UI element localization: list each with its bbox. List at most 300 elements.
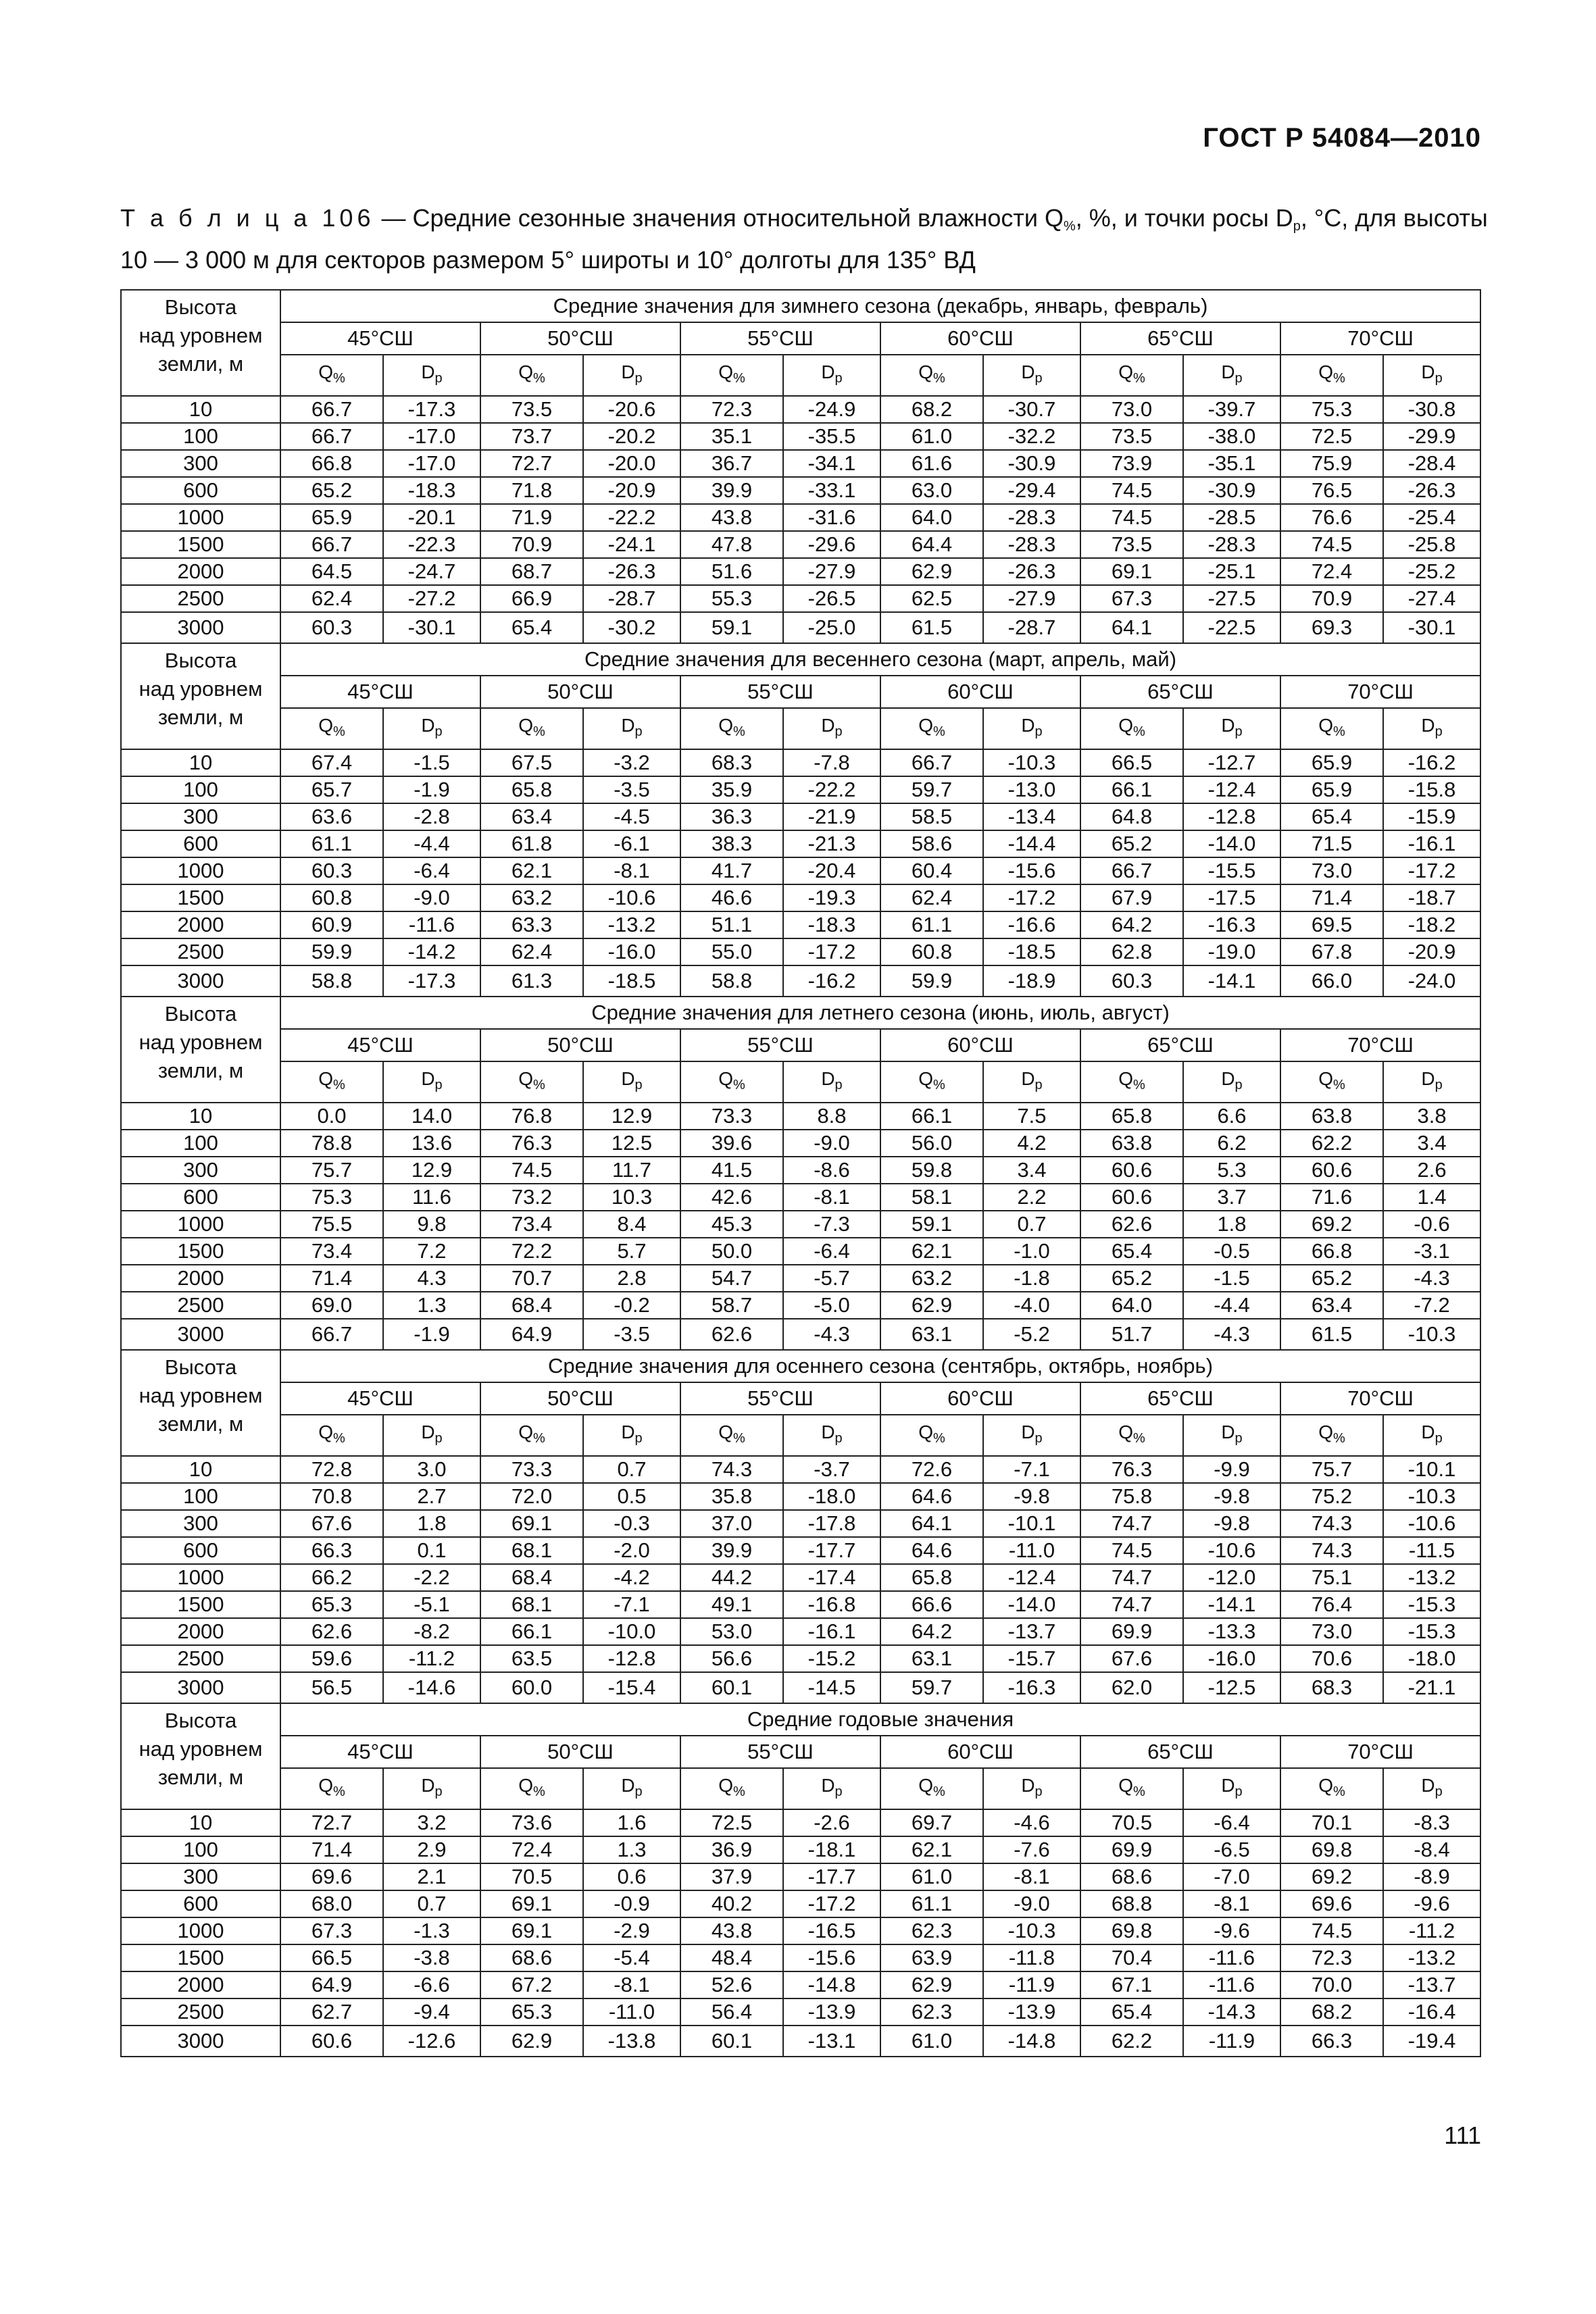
- humidity-q-header: [880, 1768, 983, 1809]
- dewpoint-d-header: [783, 1768, 880, 1809]
- humidity-cell: 52.6: [680, 1971, 783, 1998]
- dewpoint-cell: -15.3: [1383, 1591, 1480, 1618]
- param-symbol: D: [621, 715, 635, 736]
- dewpoint-cell: -32.2: [983, 423, 1080, 450]
- dewpoint-cell: -27.9: [983, 585, 1080, 612]
- dewpoint-d-header: [983, 1061, 1080, 1103]
- param-subscript: p: [434, 1431, 443, 1446]
- dewpoint-cell: -38.0: [1183, 423, 1280, 450]
- humidity-cell: 66.6: [880, 1591, 983, 1618]
- dewpoint-cell: -16.8: [783, 1591, 880, 1618]
- humidity-cell: 66.7: [880, 749, 983, 776]
- humidity-cell: 68.6: [1080, 1863, 1183, 1890]
- param-symbol: D: [1421, 1422, 1435, 1442]
- dewpoint-cell: -35.5: [783, 423, 880, 450]
- humidity-cell: 65.9: [280, 504, 383, 531]
- table-row: [121, 1564, 1480, 1591]
- table-caption: [120, 201, 1499, 277]
- parameter-header-row: [121, 355, 1480, 396]
- humidity-cell: 70.4: [1080, 1944, 1183, 1971]
- param-symbol: Q: [718, 1775, 733, 1796]
- param-symbol: D: [1221, 361, 1235, 382]
- dewpoint-cell: -14.3: [1183, 1998, 1280, 2026]
- dewpoint-cell: 0.7: [583, 1456, 680, 1483]
- dewpoint-cell: 6.6: [1183, 1103, 1280, 1130]
- humidity-cell: 62.7: [280, 1998, 383, 2026]
- section-header-row: [121, 290, 1480, 322]
- height-cell: 3000: [121, 965, 280, 997]
- dewpoint-cell: -16.1: [783, 1618, 880, 1645]
- param-subscript: %: [332, 1431, 345, 1446]
- humidity-q-header: [1280, 1061, 1383, 1103]
- humidity-cell: 54.7: [680, 1265, 783, 1292]
- dewpoint-cell: -25.2: [1383, 558, 1480, 585]
- height-cell: 2000: [121, 1618, 280, 1645]
- param-symbol: Q: [518, 1068, 533, 1089]
- dewpoint-cell: 4.3: [383, 1265, 480, 1292]
- height-cell: 1500: [121, 531, 280, 558]
- dewpoint-cell: -20.0: [583, 450, 680, 477]
- dewpoint-cell: -3.8: [383, 1944, 480, 1971]
- param-symbol: D: [621, 1775, 635, 1796]
- dewpoint-d-header: [583, 1415, 680, 1456]
- dewpoint-cell: -9.6: [1383, 1890, 1480, 1917]
- humidity-cell: 66.2: [280, 1564, 383, 1591]
- height-cell: 600: [121, 1184, 280, 1211]
- dewpoint-cell: 11.7: [583, 1157, 680, 1184]
- latitude-header: 50°СШ: [480, 1736, 680, 1768]
- humidity-cell: 62.4: [280, 585, 383, 612]
- humidity-cell: 71.5: [1280, 830, 1383, 857]
- dewpoint-d-header: [1383, 1768, 1480, 1809]
- height-cell: 100: [121, 423, 280, 450]
- humidity-cell: 69.1: [480, 1510, 583, 1537]
- dewpoint-cell: -7.0: [1183, 1863, 1280, 1890]
- humidity-cell: 64.9: [280, 1971, 383, 1998]
- param-symbol: D: [421, 1068, 435, 1089]
- dewpoint-cell: -0.9: [583, 1890, 680, 1917]
- dewpoint-cell: -11.9: [983, 1971, 1080, 1998]
- dewpoint-cell: -1.5: [383, 749, 480, 776]
- dewpoint-cell: -3.7: [783, 1456, 880, 1483]
- latitude-header: 45°СШ: [280, 1029, 480, 1061]
- dewpoint-cell: 2.7: [383, 1483, 480, 1510]
- param-subscript: %: [1132, 1078, 1145, 1092]
- humidity-cell: 74.3: [1280, 1510, 1383, 1537]
- dewpoint-cell: -0.2: [583, 1292, 680, 1319]
- humidity-cell: 61.5: [880, 612, 983, 643]
- parameter-header-row: [121, 708, 1480, 749]
- dewpoint-cell: -4.6: [983, 1809, 1080, 1836]
- height-header-line: земли, м: [157, 1765, 244, 1789]
- humidity-cell: 66.5: [280, 1944, 383, 1971]
- dewpoint-cell: -9.4: [383, 1998, 480, 2026]
- humidity-cell: 70.8: [280, 1483, 383, 1510]
- dewpoint-cell: -18.0: [1383, 1645, 1480, 1672]
- dewpoint-d-header: [383, 1768, 480, 1809]
- humidity-cell: 62.2: [1280, 1130, 1383, 1157]
- height-header-line: Высота: [164, 1709, 237, 1732]
- dewpoint-d-header: [383, 1061, 480, 1103]
- humidity-cell: 62.5: [880, 585, 983, 612]
- latitude-header: 70°СШ: [1280, 322, 1480, 355]
- table-row: [121, 1319, 1480, 1350]
- dewpoint-cell: -7.3: [783, 1211, 880, 1238]
- height-cell: 10: [121, 749, 280, 776]
- param-subscript: %: [532, 371, 545, 386]
- param-symbol: D: [821, 1422, 835, 1442]
- param-subscript: p: [1034, 724, 1043, 739]
- humidity-cell: 67.3: [1080, 585, 1183, 612]
- humidity-cell: 66.8: [1280, 1238, 1383, 1265]
- table-row: [121, 1645, 1480, 1672]
- humidity-cell: 74.7: [1080, 1510, 1183, 1537]
- dewpoint-cell: -11.9: [1183, 2026, 1280, 2057]
- dewpoint-cell: -15.4: [583, 1672, 680, 1703]
- humidity-cell: 58.1: [880, 1184, 983, 1211]
- humidity-cell: 62.9: [480, 2026, 583, 2057]
- dewpoint-cell: -10.3: [983, 1917, 1080, 1944]
- humidity-cell: 73.2: [480, 1184, 583, 1211]
- table-row: [121, 749, 1480, 776]
- dewpoint-cell: 12.5: [583, 1130, 680, 1157]
- dewpoint-cell: -10.0: [583, 1618, 680, 1645]
- humidity-cell: 64.6: [880, 1483, 983, 1510]
- param-subscript: p: [634, 1431, 643, 1446]
- dewpoint-cell: -13.7: [983, 1618, 1080, 1645]
- dewpoint-cell: -14.6: [383, 1672, 480, 1703]
- humidity-cell: 60.1: [680, 2026, 783, 2057]
- height-cell: 1000: [121, 857, 280, 884]
- humidity-cell: 69.6: [280, 1863, 383, 1890]
- dewpoint-d-header: [383, 355, 480, 396]
- humidity-cell: 66.1: [1080, 776, 1183, 803]
- param-subscript: %: [1332, 371, 1345, 386]
- dewpoint-cell: -19.0: [1183, 938, 1280, 965]
- humidity-cell: 74.3: [680, 1456, 783, 1483]
- dewpoint-cell: -8.2: [383, 1618, 480, 1645]
- param-subscript: %: [332, 724, 345, 739]
- dewpoint-cell: -0.3: [583, 1510, 680, 1537]
- humidity-cell: 64.1: [1080, 612, 1183, 643]
- param-subscript: p: [1034, 371, 1043, 386]
- section-header-row: [121, 1350, 1480, 1382]
- humidity-cell: 69.7: [880, 1809, 983, 1836]
- dewpoint-cell: -29.9: [1383, 423, 1480, 450]
- humidity-cell: 43.8: [680, 504, 783, 531]
- param-symbol: D: [421, 1422, 435, 1442]
- humidity-dewpoint-table: [120, 289, 1481, 2057]
- humidity-cell: 37.0: [680, 1510, 783, 1537]
- dewpoint-cell: -30.1: [1383, 612, 1480, 643]
- dewpoint-cell: 13.6: [383, 1130, 480, 1157]
- humidity-cell: 35.9: [680, 776, 783, 803]
- humidity-q-header: [280, 1061, 383, 1103]
- humidity-cell: 58.7: [680, 1292, 783, 1319]
- dewpoint-cell: -29.6: [783, 531, 880, 558]
- dewpoint-cell: -12.0: [1183, 1564, 1280, 1591]
- humidity-cell: 73.0: [1280, 857, 1383, 884]
- humidity-cell: 61.1: [880, 1890, 983, 1917]
- humidity-cell: 63.4: [480, 803, 583, 830]
- height-cell: 600: [121, 477, 280, 504]
- humidity-q-header: [280, 708, 383, 749]
- dewpoint-cell: -28.4: [1383, 450, 1480, 477]
- param-subscript: p: [1034, 1784, 1043, 1799]
- param-symbol: Q: [518, 361, 533, 382]
- table-row: [121, 857, 1480, 884]
- dewpoint-cell: -16.0: [1183, 1645, 1280, 1672]
- dewpoint-cell: -17.0: [383, 423, 480, 450]
- section-title: Средние значения для летнего сезона (июнь, июль, август): [280, 997, 1480, 1029]
- latitude-header: 50°СШ: [480, 322, 680, 355]
- latitude-header: 55°СШ: [680, 1382, 880, 1415]
- dewpoint-cell: -1.9: [383, 776, 480, 803]
- dewpoint-cell: -11.2: [1383, 1917, 1480, 1944]
- humidity-cell: 51.7: [1080, 1319, 1183, 1350]
- param-symbol: D: [821, 1775, 835, 1796]
- humidity-cell: 60.6: [1280, 1157, 1383, 1184]
- humidity-cell: 68.3: [1280, 1672, 1383, 1703]
- humidity-cell: 59.1: [880, 1211, 983, 1238]
- dewpoint-cell: -26.3: [1383, 477, 1480, 504]
- dewpoint-cell: -30.1: [383, 612, 480, 643]
- dewpoint-cell: -17.5: [1183, 884, 1280, 911]
- dewpoint-cell: -30.2: [583, 612, 680, 643]
- dewpoint-cell: -13.8: [583, 2026, 680, 2057]
- height-cell: 1500: [121, 1591, 280, 1618]
- humidity-cell: 62.4: [480, 938, 583, 965]
- humidity-q-header: [480, 708, 583, 749]
- param-symbol: D: [621, 361, 635, 382]
- humidity-cell: 61.1: [280, 830, 383, 857]
- humidity-cell: 65.8: [880, 1564, 983, 1591]
- humidity-cell: 51.1: [680, 911, 783, 938]
- dewpoint-cell: -5.4: [583, 1944, 680, 1971]
- dewpoint-cell: -12.5: [1183, 1672, 1280, 1703]
- param-symbol: D: [621, 1068, 635, 1089]
- dewpoint-cell: 0.5: [583, 1483, 680, 1510]
- table-row: [121, 612, 1480, 643]
- height-header-line: Высота: [164, 1355, 237, 1379]
- dewpoint-cell: -7.2: [1383, 1292, 1480, 1319]
- dewpoint-d-header: [983, 1768, 1080, 1809]
- param-symbol: D: [821, 361, 835, 382]
- latitude-header: 65°СШ: [1080, 1029, 1280, 1061]
- dewpoint-cell: 11.6: [383, 1184, 480, 1211]
- dewpoint-cell: 2.6: [1383, 1157, 1480, 1184]
- dewpoint-cell: -4.0: [983, 1292, 1080, 1319]
- humidity-cell: 69.0: [280, 1292, 383, 1319]
- dewpoint-cell: -22.2: [783, 776, 880, 803]
- height-cell: 2000: [121, 558, 280, 585]
- param-symbol: Q: [1118, 1422, 1133, 1442]
- dewpoint-cell: -16.2: [1383, 749, 1480, 776]
- dewpoint-d-header: [1383, 1061, 1480, 1103]
- humidity-q-header: [680, 708, 783, 749]
- height-cell: 1000: [121, 1917, 280, 1944]
- dewpoint-cell: -0.5: [1183, 1238, 1280, 1265]
- dewpoint-cell: -8.1: [983, 1863, 1080, 1890]
- dewpoint-cell: -2.0: [583, 1537, 680, 1564]
- humidity-cell: 73.0: [1080, 396, 1183, 423]
- latitude-header: 70°СШ: [1280, 676, 1480, 708]
- humidity-cell: 73.7: [480, 423, 583, 450]
- dewpoint-cell: -12.8: [583, 1645, 680, 1672]
- param-symbol: D: [421, 1775, 435, 1796]
- table-row: [121, 450, 1480, 477]
- latitude-header-row: [121, 676, 1480, 708]
- humidity-cell: 70.0: [1280, 1971, 1383, 1998]
- height-cell: 3000: [121, 2026, 280, 2057]
- humidity-cell: 72.3: [680, 396, 783, 423]
- dewpoint-d-header: [1183, 355, 1280, 396]
- humidity-cell: 62.2: [1080, 2026, 1183, 2057]
- humidity-q-header: [1280, 1768, 1383, 1809]
- height-cell: 3000: [121, 612, 280, 643]
- param-symbol: D: [1021, 1775, 1035, 1796]
- height-cell: 2500: [121, 1998, 280, 2026]
- param-symbol: Q: [1118, 1775, 1133, 1796]
- humidity-cell: 66.5: [1080, 749, 1183, 776]
- param-subscript: %: [932, 1078, 945, 1092]
- param-subscript: p: [634, 1078, 643, 1092]
- humidity-cell: 75.5: [280, 1211, 383, 1238]
- humidity-cell: 40.2: [680, 1890, 783, 1917]
- humidity-cell: 76.4: [1280, 1591, 1383, 1618]
- humidity-cell: 59.8: [880, 1157, 983, 1184]
- param-subscript: p: [634, 1784, 643, 1799]
- dewpoint-cell: -15.6: [783, 1944, 880, 1971]
- param-subscript: p: [1235, 724, 1243, 739]
- latitude-header: 55°СШ: [680, 676, 880, 708]
- humidity-cell: 70.9: [480, 531, 583, 558]
- dewpoint-cell: -28.3: [983, 531, 1080, 558]
- latitude-header: 70°СШ: [1280, 1382, 1480, 1415]
- humidity-cell: 70.1: [1280, 1809, 1383, 1836]
- humidity-cell: 69.6: [1280, 1890, 1383, 1917]
- dewpoint-cell: 2.9: [383, 1836, 480, 1863]
- param-subscript: %: [1132, 1784, 1145, 1799]
- dewpoint-cell: -39.7: [1183, 396, 1280, 423]
- height-cell: 2000: [121, 911, 280, 938]
- humidity-cell: 61.5: [1280, 1319, 1383, 1350]
- humidity-cell: 63.8: [1280, 1103, 1383, 1130]
- dewpoint-cell: -18.2: [1383, 911, 1480, 938]
- humidity-cell: 44.2: [680, 1564, 783, 1591]
- height-header-line: Высота: [164, 1002, 237, 1026]
- dewpoint-cell: -11.6: [383, 911, 480, 938]
- param-subscript: %: [1332, 1784, 1345, 1799]
- height-cell: 100: [121, 1130, 280, 1157]
- humidity-cell: 73.9: [1080, 450, 1183, 477]
- latitude-header: 65°СШ: [1080, 1382, 1280, 1415]
- humidity-cell: 36.7: [680, 450, 783, 477]
- dewpoint-cell: -1.9: [383, 1319, 480, 1350]
- param-symbol: Q: [918, 1068, 933, 1089]
- latitude-header: 45°СШ: [280, 676, 480, 708]
- latitude-header: 65°СШ: [1080, 322, 1280, 355]
- dewpoint-cell: 14.0: [383, 1103, 480, 1130]
- param-subscript: p: [1235, 1078, 1243, 1092]
- table-row: [121, 1537, 1480, 1564]
- height-header-line: над уровнем: [139, 1384, 263, 1407]
- dewpoint-cell: -13.7: [1383, 1971, 1480, 1998]
- humidity-cell: 42.6: [680, 1184, 783, 1211]
- humidity-cell: 68.8: [1080, 1890, 1183, 1917]
- dewpoint-cell: -24.0: [1383, 965, 1480, 997]
- height-cell: 1500: [121, 884, 280, 911]
- dewpoint-cell: -15.6: [983, 857, 1080, 884]
- humidity-cell: 67.6: [1080, 1645, 1183, 1672]
- dewpoint-cell: -13.9: [783, 1998, 880, 2026]
- humidity-cell: 74.5: [1080, 504, 1183, 531]
- dewpoint-cell: -17.3: [383, 965, 480, 997]
- dewpoint-cell: 12.9: [583, 1103, 680, 1130]
- param-symbol: Q: [1318, 361, 1333, 382]
- humidity-cell: 74.7: [1080, 1564, 1183, 1591]
- dewpoint-cell: -0.6: [1383, 1211, 1480, 1238]
- humidity-cell: 39.9: [680, 477, 783, 504]
- height-cell: 2500: [121, 585, 280, 612]
- table-row: [121, 1456, 1480, 1483]
- table-row: [121, 1917, 1480, 1944]
- dewpoint-cell: -11.0: [583, 1998, 680, 2026]
- height-cell: 600: [121, 1890, 280, 1917]
- humidity-cell: 65.9: [1280, 749, 1383, 776]
- parameter-header-row: [121, 1061, 1480, 1103]
- dewpoint-d-header: [1383, 355, 1480, 396]
- humidity-cell: 60.6: [1080, 1157, 1183, 1184]
- dewpoint-cell: -14.1: [1183, 1591, 1280, 1618]
- table-row: [121, 477, 1480, 504]
- humidity-cell: 67.1: [1080, 1971, 1183, 1998]
- dewpoint-cell: -15.2: [783, 1645, 880, 1672]
- dewpoint-cell: -12.6: [383, 2026, 480, 2057]
- latitude-header: 60°СШ: [880, 676, 1080, 708]
- humidity-cell: 73.3: [680, 1103, 783, 1130]
- dewpoint-cell: -14.8: [983, 2026, 1080, 2057]
- humidity-cell: 63.1: [880, 1645, 983, 1672]
- dewpoint-cell: -14.0: [1183, 830, 1280, 857]
- dewpoint-cell: -18.1: [783, 1836, 880, 1863]
- dewpoint-d-header: [783, 1061, 880, 1103]
- humidity-cell: 72.6: [880, 1456, 983, 1483]
- dewpoint-cell: -12.7: [1183, 749, 1280, 776]
- humidity-cell: 68.3: [680, 749, 783, 776]
- humidity-cell: 56.6: [680, 1645, 783, 1672]
- table-caption-label: Т а б л и ц а 106: [120, 204, 375, 232]
- humidity-cell: 76.5: [1280, 477, 1383, 504]
- humidity-cell: 69.1: [480, 1917, 583, 1944]
- dewpoint-cell: -15.5: [1183, 857, 1280, 884]
- dewpoint-d-header: [383, 1415, 480, 1456]
- dewpoint-cell: -18.7: [1383, 884, 1480, 911]
- humidity-cell: 62.9: [880, 558, 983, 585]
- table-row: [121, 1836, 1480, 1863]
- height-header-line: земли, м: [157, 705, 244, 729]
- param-symbol: Q: [1318, 1775, 1333, 1796]
- humidity-cell: 71.4: [280, 1836, 383, 1863]
- dewpoint-cell: -16.2: [783, 965, 880, 997]
- dewpoint-cell: -18.3: [383, 477, 480, 504]
- dewpoint-cell: -9.8: [983, 1483, 1080, 1510]
- humidity-cell: 35.8: [680, 1483, 783, 1510]
- humidity-q-header: [880, 1415, 983, 1456]
- dewpoint-cell: 3.4: [1383, 1130, 1480, 1157]
- dewpoint-cell: -4.4: [383, 830, 480, 857]
- dewpoint-d-header: [983, 708, 1080, 749]
